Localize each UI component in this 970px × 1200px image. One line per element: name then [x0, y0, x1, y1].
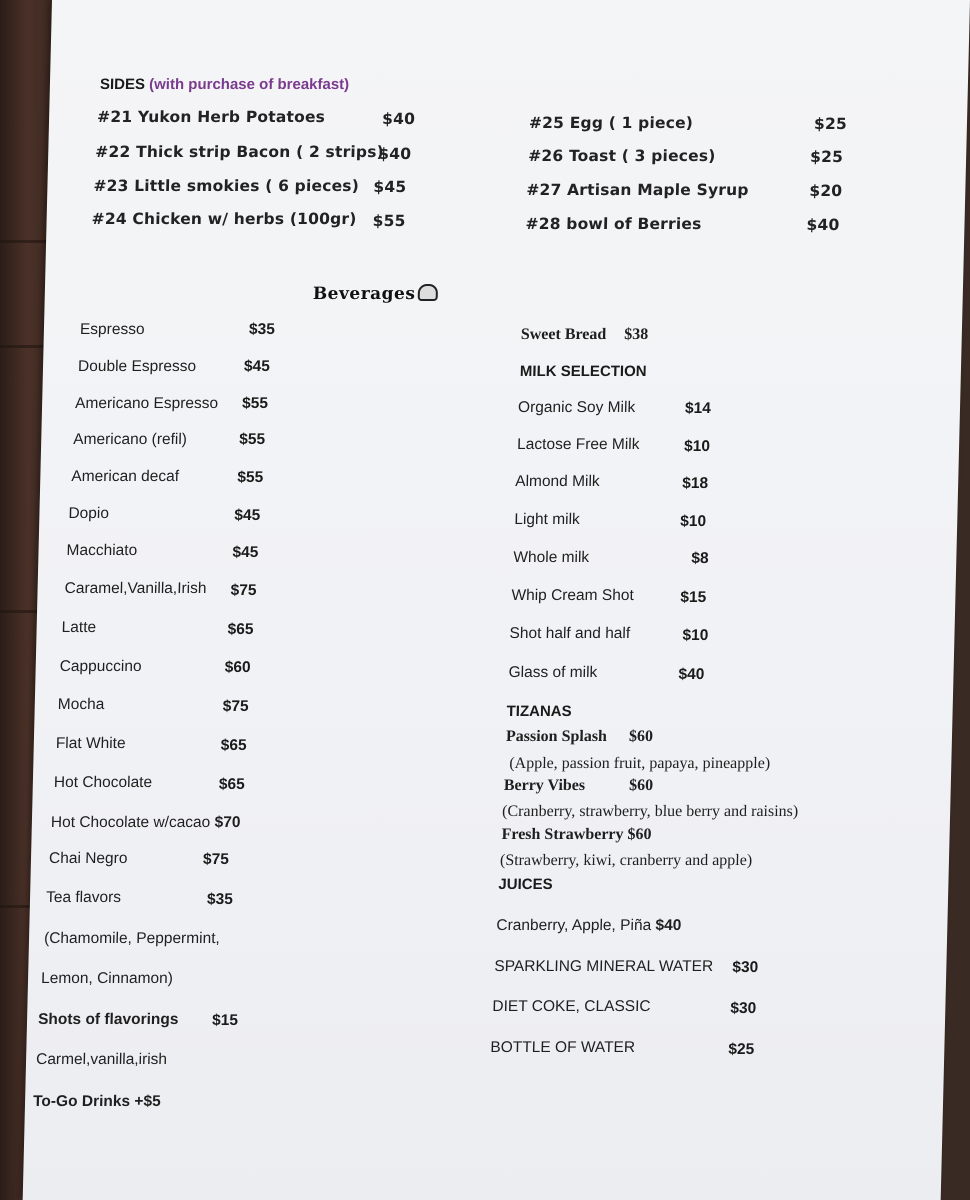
- beverage-item-name: Hot Chocolate w/cacao: [50, 814, 211, 831]
- sides-note: (with purchase of breakfast): [148, 76, 350, 93]
- beverage-item: American decaf: [71, 468, 180, 485]
- sides-item: #27 Artisan Maple Syrup: [526, 181, 749, 199]
- juice-price: $40: [655, 917, 682, 934]
- sides-item: #25 Egg ( 1 piece): [528, 114, 694, 132]
- beverage-item: Hot Chocolate: [53, 774, 153, 791]
- sides-heading: [100, 76, 350, 93]
- shots-price: $15: [211, 1012, 239, 1029]
- beverage-price: $60: [224, 659, 251, 676]
- beverage-price: $75: [230, 582, 257, 599]
- beverage-item: Macchiato: [66, 542, 138, 559]
- to-go-drinks: To-Go Drinks +$5: [32, 1093, 161, 1110]
- beverage-price: $65: [220, 737, 247, 754]
- drink-price: $25: [728, 1041, 755, 1058]
- sweet-bread-price: $38: [624, 326, 649, 343]
- beverage-item: Espresso: [79, 321, 145, 338]
- milk-item: Light milk: [514, 511, 580, 528]
- drink-item: DIET COKE, CLASSIC: [492, 998, 651, 1015]
- beverage-price: $55: [241, 395, 269, 412]
- drink-item: SPARKLING MINERAL WATER: [494, 958, 714, 975]
- sides-item: #26 Toast ( 3 pieces): [527, 147, 716, 165]
- sides-price: $40: [378, 145, 412, 163]
- coffee-cup-icon: [417, 284, 437, 301]
- beverage-price: $55: [239, 431, 266, 448]
- beverage-item: Double Espresso: [77, 358, 197, 375]
- tizana-price: $60: [628, 777, 654, 794]
- tizana-item: [506, 728, 653, 746]
- shots-of-flavorings: Shots of flavorings: [37, 1011, 179, 1028]
- beverage-item: Flat White: [55, 735, 126, 752]
- milk-item: Organic Soy Milk: [517, 399, 636, 416]
- milk-item: Whip Cream Shot: [511, 587, 634, 604]
- beverage-price: $35: [248, 321, 276, 338]
- beverage-item: Caramel,Vanilla,Irish: [64, 580, 207, 597]
- milk-price: $18: [681, 475, 709, 492]
- sides-price: $55: [372, 212, 406, 230]
- milk-price: $10: [680, 513, 707, 530]
- milk-item: Almond Milk: [515, 473, 600, 490]
- drink-price: $30: [732, 959, 759, 976]
- sides-price: $25: [809, 148, 844, 166]
- tizana-price: $60: [628, 728, 654, 745]
- sides-price: $40: [806, 216, 840, 234]
- beverage-price: $55: [237, 469, 264, 486]
- beverages-title: [313, 284, 438, 304]
- sides-price: $45: [373, 178, 407, 196]
- milk-price: $10: [682, 627, 709, 644]
- tizana-name: Passion Splash: [505, 728, 608, 745]
- milk-item: Whole milk: [513, 549, 590, 566]
- tizana-desc: (Cranberry, strawberry, blue berry and raisins): [501, 803, 799, 820]
- beverage-price: $35: [206, 891, 234, 908]
- juice-name: Cranberry, Apple, Piña: [496, 917, 652, 934]
- tizana-name: Fresh Strawberry: [501, 826, 624, 843]
- beverage-item: [51, 814, 241, 832]
- milk-item: Glass of milk: [508, 664, 598, 681]
- tea-flavors-note: (Chamomile, Peppermint,: [43, 930, 221, 947]
- beverage-price: $45: [232, 544, 259, 561]
- beverages-title-text: Beverages: [312, 284, 416, 304]
- tizana-price: $60: [627, 826, 652, 843]
- beverage-price: $45: [234, 507, 261, 524]
- milk-price: $8: [691, 550, 709, 567]
- sides-item: #22 Thick strip Bacon ( 2 strips): [95, 143, 385, 161]
- juices-heading: JUICES: [498, 876, 553, 893]
- beverage-item: Cappuccino: [59, 658, 142, 675]
- beverage-price: $45: [243, 358, 271, 375]
- juice-item: [496, 917, 681, 935]
- sweet-bread: [521, 326, 649, 344]
- sides-item: #21 Yukon Herb Potatoes: [96, 108, 326, 126]
- milk-price: $10: [683, 438, 711, 455]
- drink-price: $30: [730, 1000, 757, 1017]
- drink-item: BOTTLE OF WATER: [490, 1039, 636, 1056]
- beverage-price: $65: [227, 621, 254, 638]
- tizana-desc: (Strawberry, kiwi, cranberry and apple): [499, 852, 753, 869]
- beverage-price: $75: [222, 698, 249, 715]
- sides-item: #28 bowl of Berries: [525, 215, 702, 233]
- tizana-name: Berry Vibes: [503, 777, 586, 794]
- sides-title: SIDES: [99, 76, 146, 93]
- milk-item: Shot half and half: [509, 625, 631, 642]
- beverage-price: $70: [214, 814, 241, 831]
- shots-note: Carmel,vanilla,irish: [35, 1051, 168, 1068]
- beverage-price: $65: [218, 776, 245, 793]
- milk-item: Lactose Free Milk: [516, 436, 640, 453]
- tizana-desc: (Apple, passion fruit, papaya, pineapple): [509, 755, 771, 772]
- milk-selection-heading: MILK SELECTION: [519, 363, 647, 380]
- tizana-item: [504, 777, 654, 795]
- tizanas-heading: TIZANAS: [506, 703, 572, 720]
- tea-flavors-note: Lemon, Cinnamon): [40, 970, 174, 987]
- milk-price: $15: [680, 589, 707, 606]
- beverage-item: Tea flavors: [45, 889, 122, 906]
- beverage-price: $75: [202, 851, 230, 868]
- beverage-item: Chai Negro: [48, 850, 128, 867]
- menu-sheet: [23, 0, 970, 1200]
- milk-price: $14: [684, 400, 712, 417]
- sweet-bread-label: Sweet Bread: [520, 326, 607, 343]
- sides-price: $20: [809, 182, 843, 200]
- beverage-item: Mocha: [57, 696, 105, 713]
- milk-price: $40: [678, 666, 705, 683]
- beverage-item: Latte: [61, 619, 97, 636]
- beverage-item: Americano Espresso: [74, 395, 219, 412]
- sides-item: #24 Chicken w/ herbs (100gr): [91, 210, 357, 228]
- sides-price: $25: [813, 115, 848, 133]
- beverage-item: Dopio: [68, 505, 110, 522]
- tizana-item: [501, 826, 651, 844]
- beverage-item: Americano (refil): [73, 431, 188, 448]
- sides-item: #23 Little smokies ( 6 pieces): [93, 177, 360, 195]
- sides-price: $40: [381, 110, 416, 128]
